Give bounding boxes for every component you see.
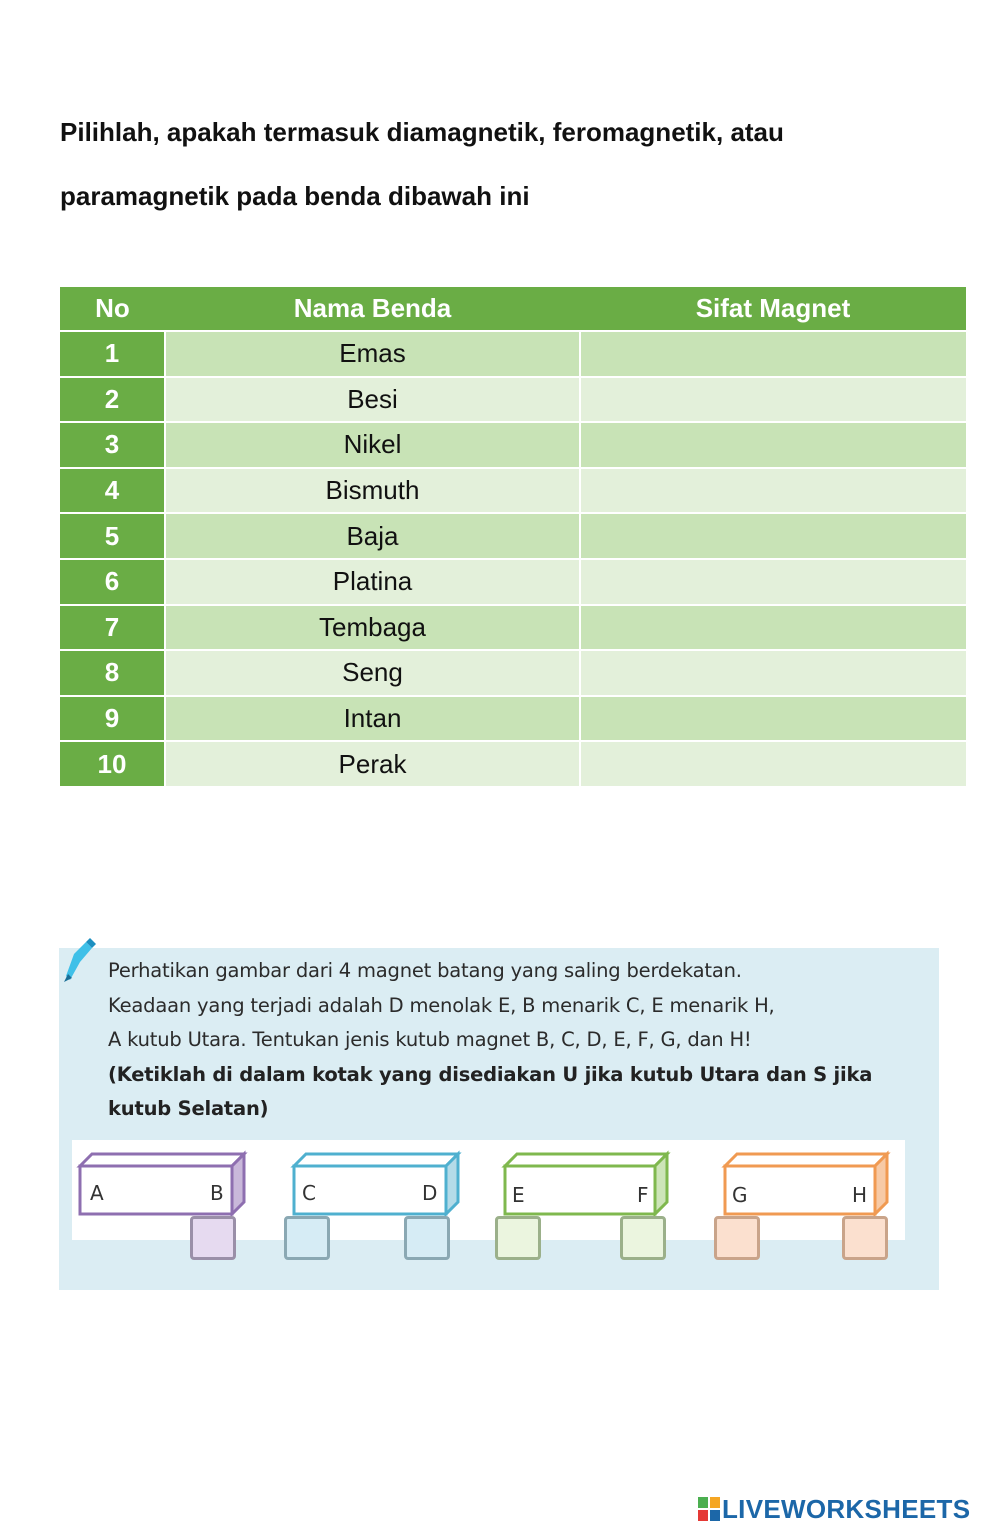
row-number: 3 — [60, 422, 165, 468]
exercise-line-1: Perhatikan gambar dari 4 magnet batang yang saling berdekatan. — [108, 959, 742, 982]
header-no: No — [60, 287, 165, 331]
brand-name: LIVEWORKSHEETS — [722, 1493, 971, 1524]
table-row — [60, 605, 966, 651]
object-name: Bismuth — [165, 468, 580, 514]
answer-cell — [580, 741, 966, 787]
instruction-text: Pilihlah, apakah termasuk diamagnetik, feromagnetik, atau paramagnetik pada benda dibawah ini — [60, 117, 784, 211]
object-name: Baja — [165, 513, 580, 559]
table-row — [60, 422, 966, 468]
answer-input-8[interactable] — [581, 651, 966, 695]
table-row — [60, 468, 966, 514]
exercise-line-3: A kutub Utara. Tentukan jenis kutub magnet B, C, D, E, F, G, dan H! — [108, 1028, 752, 1051]
pole-input-e[interactable] — [495, 1216, 541, 1260]
pole-input-b[interactable] — [190, 1216, 236, 1260]
pole-label-d: D — [422, 1181, 438, 1205]
pole-label-b: B — [210, 1181, 224, 1205]
bar-magnet-1 — [80, 1154, 244, 1214]
pole-input-d[interactable] — [404, 1216, 450, 1260]
object-name: Besi — [165, 377, 580, 423]
pencil-icon — [60, 936, 100, 984]
answer-cell — [580, 468, 966, 514]
object-name: Nikel — [165, 422, 580, 468]
answer-cell — [580, 377, 966, 423]
answer-cell — [580, 605, 966, 651]
row-number: 2 — [60, 377, 165, 423]
pole-label-e: E — [512, 1183, 525, 1207]
answer-cell — [580, 559, 966, 605]
header-property: Sifat Magnet — [580, 287, 966, 331]
object-name: Platina — [165, 559, 580, 605]
answer-input-2[interactable] — [581, 378, 966, 422]
row-number: 7 — [60, 605, 165, 651]
row-number: 9 — [60, 696, 165, 742]
object-name: Intan — [165, 696, 580, 742]
pole-label-h: H — [852, 1183, 868, 1207]
row-number: 4 — [60, 468, 165, 514]
pole-input-g[interactable] — [714, 1216, 760, 1260]
exercise-bold-line-1: (Ketiklah di dalam kotak yang disediakan U jika kutub Utara dan S jika — [108, 1062, 873, 1086]
exercise-line-2: Keadaan yang terjadi adalah D menolak E, B menarik C, E menarik H, — [108, 993, 775, 1017]
row-number: 10 — [60, 741, 165, 787]
pole-label-g: G — [732, 1183, 748, 1207]
table-row — [60, 696, 966, 742]
table-row — [60, 513, 966, 559]
row-number: 6 — [60, 559, 165, 605]
table-row — [60, 331, 966, 377]
table-row — [60, 559, 966, 605]
exercise-text — [108, 954, 908, 1127]
exercise-bold-line-2: kutub Selatan) — [108, 1097, 269, 1120]
pole-label-c: C — [302, 1181, 316, 1205]
bar-magnet-3 — [505, 1154, 667, 1214]
row-number: 1 — [60, 331, 165, 377]
object-name: Perak — [165, 741, 580, 787]
table-row — [60, 650, 966, 696]
answer-cell — [580, 331, 966, 377]
object-name: Seng — [165, 650, 580, 696]
row-number: 5 — [60, 513, 165, 559]
object-name: Emas — [165, 331, 580, 377]
answer-cell — [580, 650, 966, 696]
answer-input-7[interactable] — [581, 606, 966, 650]
answer-input-6[interactable] — [581, 560, 966, 604]
pole-label-a: A — [90, 1181, 104, 1205]
magnet-property-table — [60, 287, 966, 788]
table-row — [60, 377, 966, 423]
table-row — [60, 741, 966, 787]
table-header-row — [60, 287, 966, 331]
answer-input-3[interactable] — [581, 423, 966, 467]
liveworksheets-brand — [698, 1494, 970, 1524]
header-name: Nama Benda — [165, 287, 580, 331]
answer-cell — [580, 422, 966, 468]
liveworksheets-logo-icon — [698, 1497, 720, 1521]
answer-input-4[interactable] — [581, 469, 966, 513]
answer-input-9[interactable] — [581, 697, 966, 741]
answer-cell — [580, 513, 966, 559]
answer-input-10[interactable] — [581, 742, 966, 786]
pole-label-f: F — [637, 1183, 649, 1207]
bar-magnet-2 — [294, 1154, 458, 1214]
pole-input-c[interactable] — [284, 1216, 330, 1260]
answer-input-5[interactable] — [581, 514, 966, 558]
answer-input-1[interactable] — [581, 332, 966, 376]
pole-input-f[interactable] — [620, 1216, 666, 1260]
answer-cell — [580, 696, 966, 742]
object-name: Tembaga — [165, 605, 580, 651]
row-number: 8 — [60, 650, 165, 696]
bar-magnet-4 — [725, 1154, 887, 1214]
pole-input-h[interactable] — [842, 1216, 888, 1260]
